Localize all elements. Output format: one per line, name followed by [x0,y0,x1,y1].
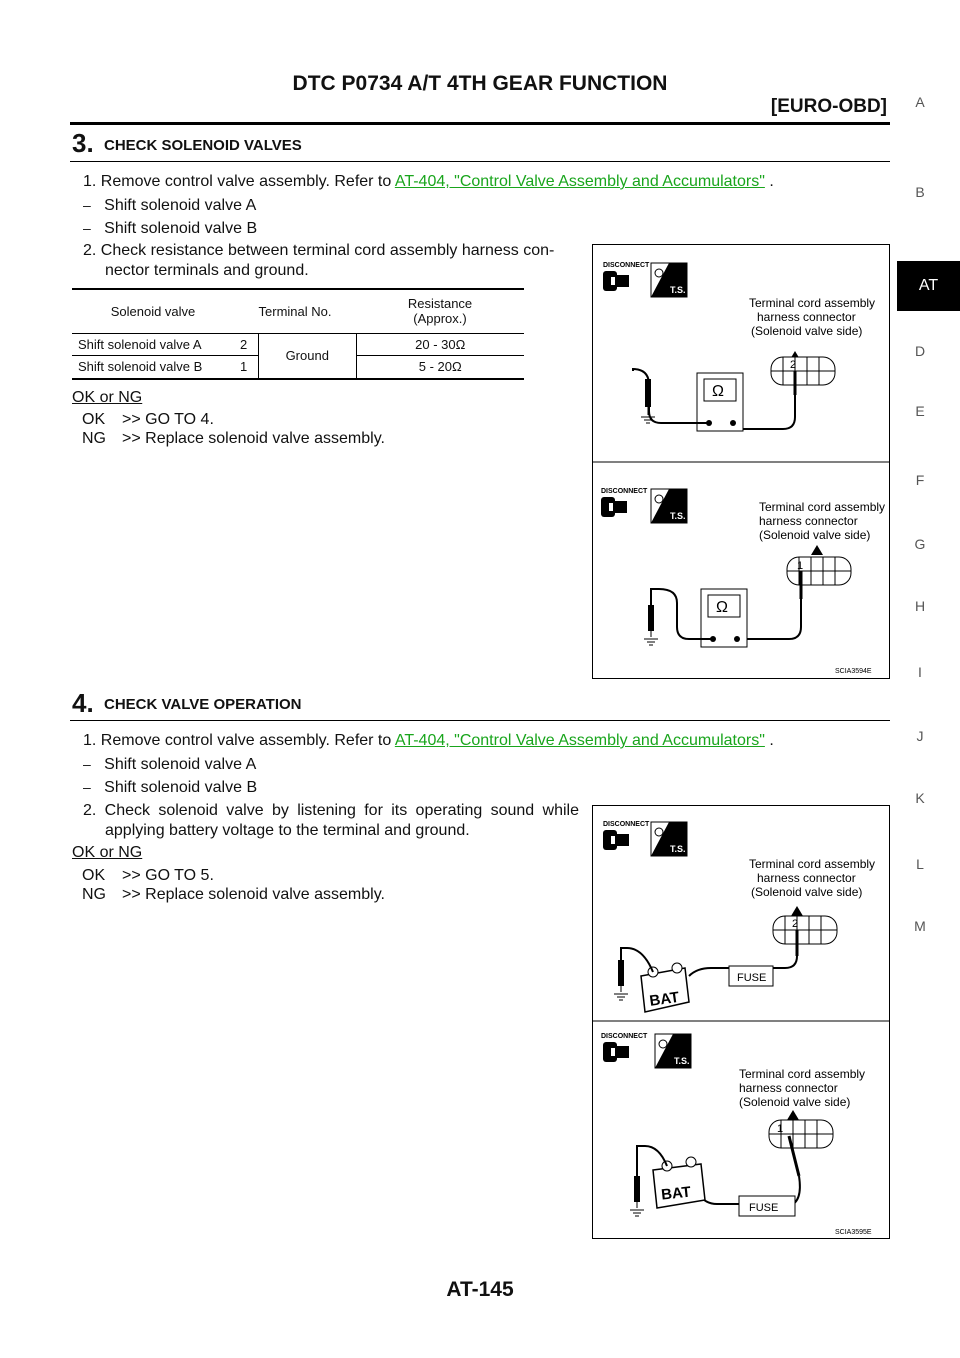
svg-text:(Solenoid valve side): (Solenoid valve side) [759,528,871,542]
ground-cell: Ground [258,334,356,378]
step4-sub-a: – Shift solenoid valve A [83,756,257,773]
svg-text:(Solenoid valve side): (Solenoid valve side) [739,1095,851,1109]
sidebar-index-m[interactable]: M [914,918,926,934]
sidebar-index-h[interactable]: H [914,598,926,614]
disconnect-connector-icon [603,271,629,291]
figure-resistance-check [592,244,890,679]
svg-text:DISCONNECT: DISCONNECT [601,1033,648,1040]
step4-ok-result: OK >> GO TO 5. [82,867,214,884]
sidebar-index-f[interactable]: F [915,472,925,488]
step3-ng-result: NG >> Replace solenoid valve assembly. [82,430,385,447]
svg-text:Terminal cord assembly: Terminal cord assembly [749,296,876,310]
step4-title: CHECK VALVE OPERATION [104,696,302,713]
row-b-resistance: 5 - 20Ω [418,359,462,375]
page-subtitle: [EURO-OBD] [770,96,887,117]
svg-text:BAT: BAT [648,988,681,1010]
svg-text:FUSE: FUSE [737,972,767,984]
figure-resistance-check-drawing [593,245,889,678]
svg-text:harness connector: harness connector [739,1081,838,1095]
step4-ng-result: NG >> Replace solenoid valve assembly. [82,886,385,903]
disconnect-label: DISCONNECT [603,262,650,269]
step4-item2-line1: 2. Check solenoid valve by listening for its operating sound while [83,802,579,819]
row-a-resistance: 20 - 30Ω [415,336,466,352]
svg-text:harness connector: harness connector [757,871,856,885]
sidebar-index-g[interactable]: G [914,536,926,552]
svg-text:(Solenoid valve side): (Solenoid valve side) [751,885,863,899]
page-number: AT-145 [446,1278,514,1301]
header-solenoid-valve: Solenoid valve [110,303,196,319]
fuse-icon [739,1196,795,1216]
row-b-valve: Shift solenoid valve B [78,359,203,375]
page-title: DTC P0734 A/T 4TH GEAR FUNCTION [292,72,668,95]
sidebar-index-j[interactable]: J [916,728,924,744]
step4-rule [70,720,890,721]
battery-icon [641,963,689,1012]
svg-text:Ω: Ω [712,383,724,400]
row-a-valve: Shift solenoid valve A [78,336,202,352]
step4-item1: 1. Remove control valve assembly. Refer to AT-404, "Control Valve Assembly and Accumulators" . [83,732,774,749]
step4-okng-heading: OK or NG [72,844,143,861]
step3-item1: 1. Remove control valve assembly. Refer to AT-404, "Control Valve Assembly and Accumulators" . [83,173,774,190]
row-b-terminal: 1 [240,359,248,375]
battery-icon [653,1157,705,1208]
sidebar-index-d[interactable]: D [914,343,926,359]
row-a-terminal: 2 [234,334,258,357]
step4-sub-b: – Shift solenoid valve B [83,779,258,796]
svg-text:DISCONNECT: DISCONNECT [603,821,650,828]
svg-text:1: 1 [797,560,804,572]
step4-reference-link[interactable]: AT-404, "Control Valve Assembly and Accumulators" [394,732,765,749]
figure-valve-operation [592,805,890,1239]
figure-code: SCIA3594E [835,668,872,675]
step3-reference-link[interactable]: AT-404, "Control Valve Assembly and Accumulators" [394,173,765,190]
step3-item2-line2: nector terminals and ground. [105,262,309,279]
figure-code: SCIA3595E [835,1229,872,1236]
step4-item2-line2: applying battery voltage to the terminal and ground. [105,822,470,839]
svg-text:BAT: BAT [660,1183,692,1204]
svg-text:harness connector: harness connector [759,514,858,528]
svg-text:2: 2 [792,918,799,930]
sidebar-index-at-active[interactable]: AT [897,261,960,311]
sidebar-index-e[interactable]: E [915,403,925,419]
svg-text:harness connector: harness connector [757,310,856,324]
terminal-ground-cell [234,333,356,379]
fuse-icon [729,966,773,986]
harness-connector-bottom [769,1120,833,1148]
header-rule [70,122,890,125]
step3-title: CHECK SOLENOID VALVES [104,137,302,154]
sidebar-index-b[interactable]: B [915,184,925,200]
figure-valve-operation-drawing [593,806,889,1238]
sidebar-index-l[interactable]: L [916,856,924,872]
harness-connector-top [773,916,837,944]
svg-text:DISCONNECT: DISCONNECT [601,488,648,495]
svg-text:Terminal cord assembly: Terminal cord assembly [749,857,876,871]
svg-text:T.S.: T.S. [670,511,686,521]
svg-text:T.S.: T.S. [670,844,686,854]
svg-text:T.S.: T.S. [670,285,686,295]
step3-okng-heading: OK or NG [72,389,143,406]
svg-text:T.S.: T.S. [674,1056,690,1066]
sidebar-index-i[interactable]: I [918,664,922,680]
sidebar-index-a[interactable]: A [915,94,925,110]
step3-number: 3. [72,128,94,158]
svg-text:FUSE: FUSE [749,1202,779,1214]
svg-text:Terminal cord assembly: Terminal cord assembly [739,1067,866,1081]
resistance-table [72,288,524,380]
step3-sub-b: – Shift solenoid valve B [83,220,258,237]
ts-icon [651,822,687,856]
svg-text:Ω: Ω [716,599,728,616]
header-terminal-no: Terminal No. [258,303,332,319]
disconnect-connector-icon [603,830,629,850]
svg-text:(Solenoid valve side): (Solenoid valve side) [751,324,863,338]
svg-text:1: 1 [777,1123,784,1135]
harness-connector-bottom [787,557,851,585]
resistance-table-wrapper [72,288,524,380]
harness-connector-top [771,357,835,385]
sidebar-index-k[interactable]: K [915,790,925,806]
step3-rule [70,161,890,162]
step3-sub-a: – Shift solenoid valve A [83,197,257,214]
ts-icon [651,263,687,297]
step4-number: 4. [72,688,94,718]
svg-text:2: 2 [790,359,797,371]
header-resistance: Resistance (Approx.) [407,296,473,327]
step3-item2-line1: 2. Check resistance between terminal cord assembly harness con- [83,242,555,259]
svg-text:Terminal cord assembly: Terminal cord assembly [759,500,886,514]
step3-ok-result: OK >> GO TO 4. [82,411,214,428]
